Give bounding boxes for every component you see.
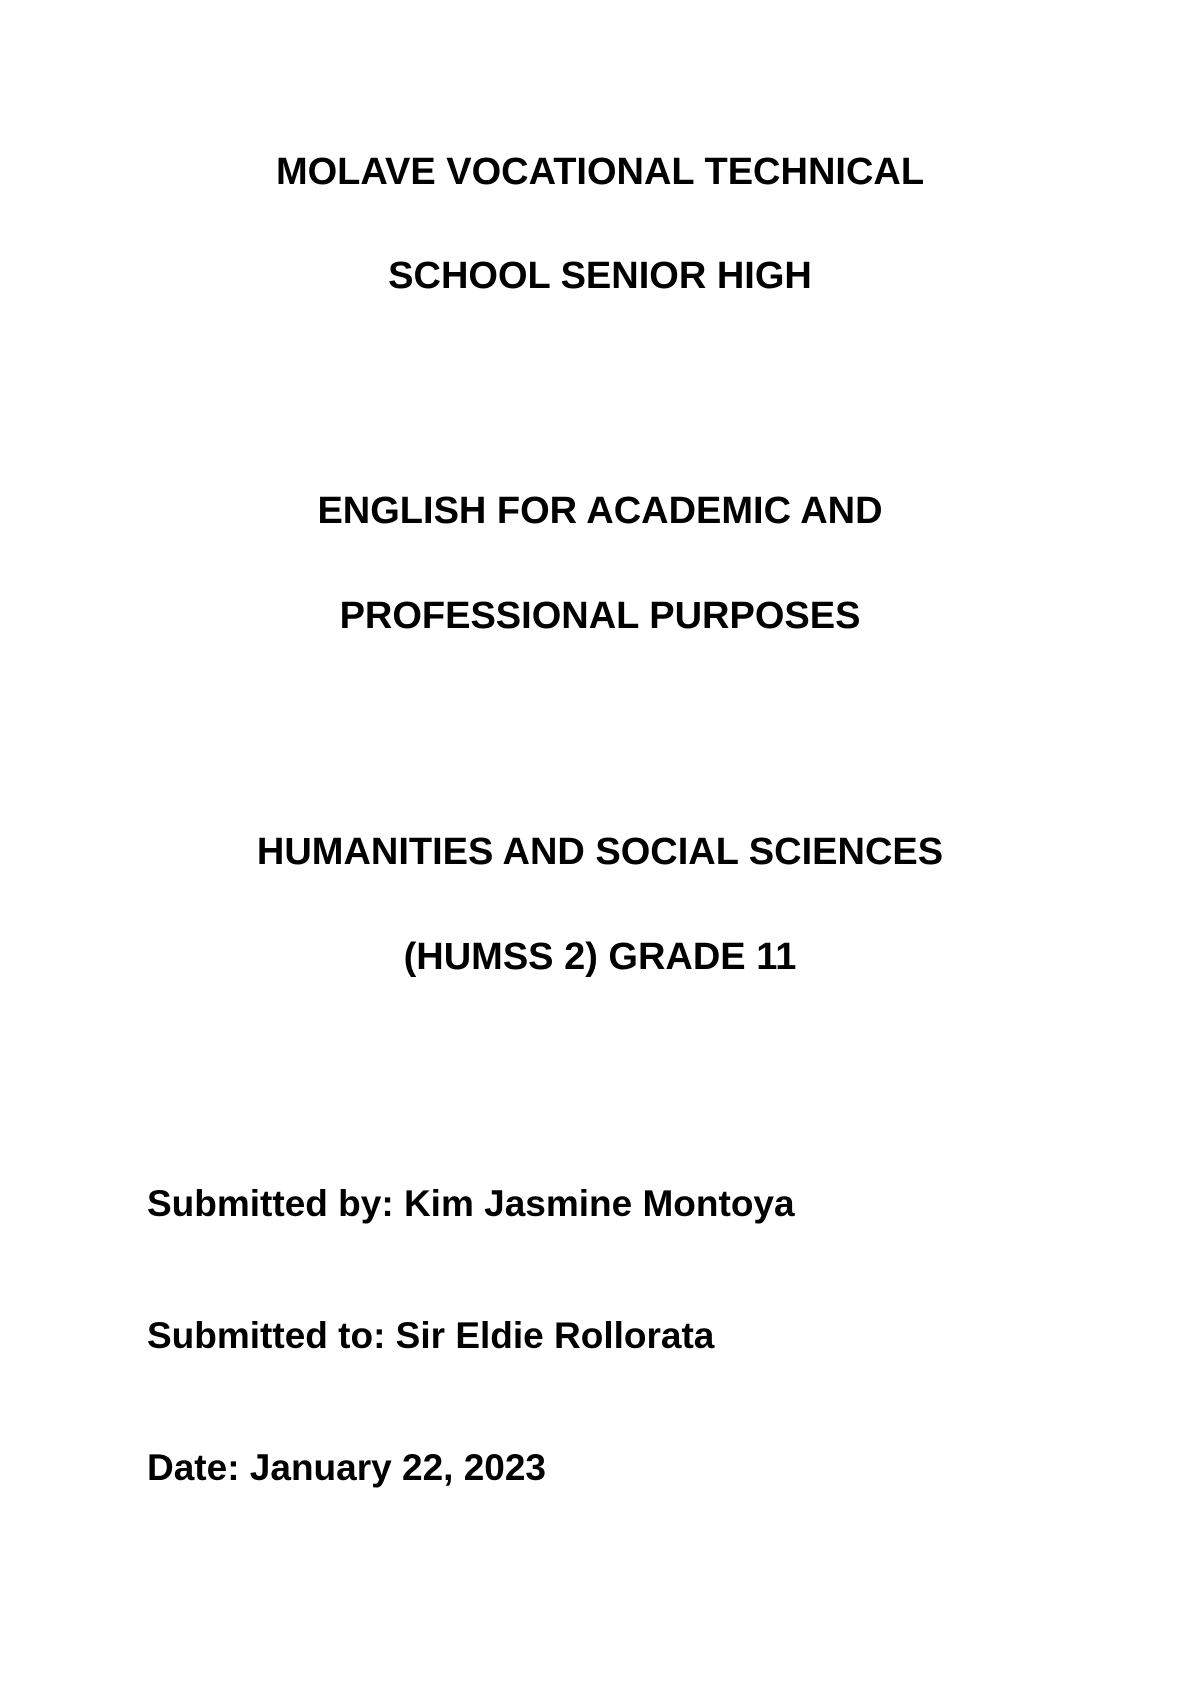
- submission-date: Date: January 22, 2023: [147, 1447, 547, 1488]
- subject-title-line-2: PROFESSIONAL PURPOSES: [339, 595, 861, 637]
- strand-line-2: (HUMSS 2) GRADE 11: [403, 936, 797, 978]
- subject-title-line-1: ENGLISH FOR ACADEMIC AND: [317, 490, 883, 532]
- submitted-to: Submitted to: Sir Eldie Rollorata: [147, 1315, 715, 1356]
- school-name-line-1: MOLAVE VOCATIONAL TECHNICAL: [275, 151, 925, 193]
- strand-line-1: HUMANITIES AND SOCIAL SCIENCES: [256, 831, 944, 873]
- school-name-line-2: SCHOOL SENIOR HIGH: [388, 255, 812, 297]
- submitted-by: Submitted by: Kim Jasmine Montoya: [147, 1183, 795, 1224]
